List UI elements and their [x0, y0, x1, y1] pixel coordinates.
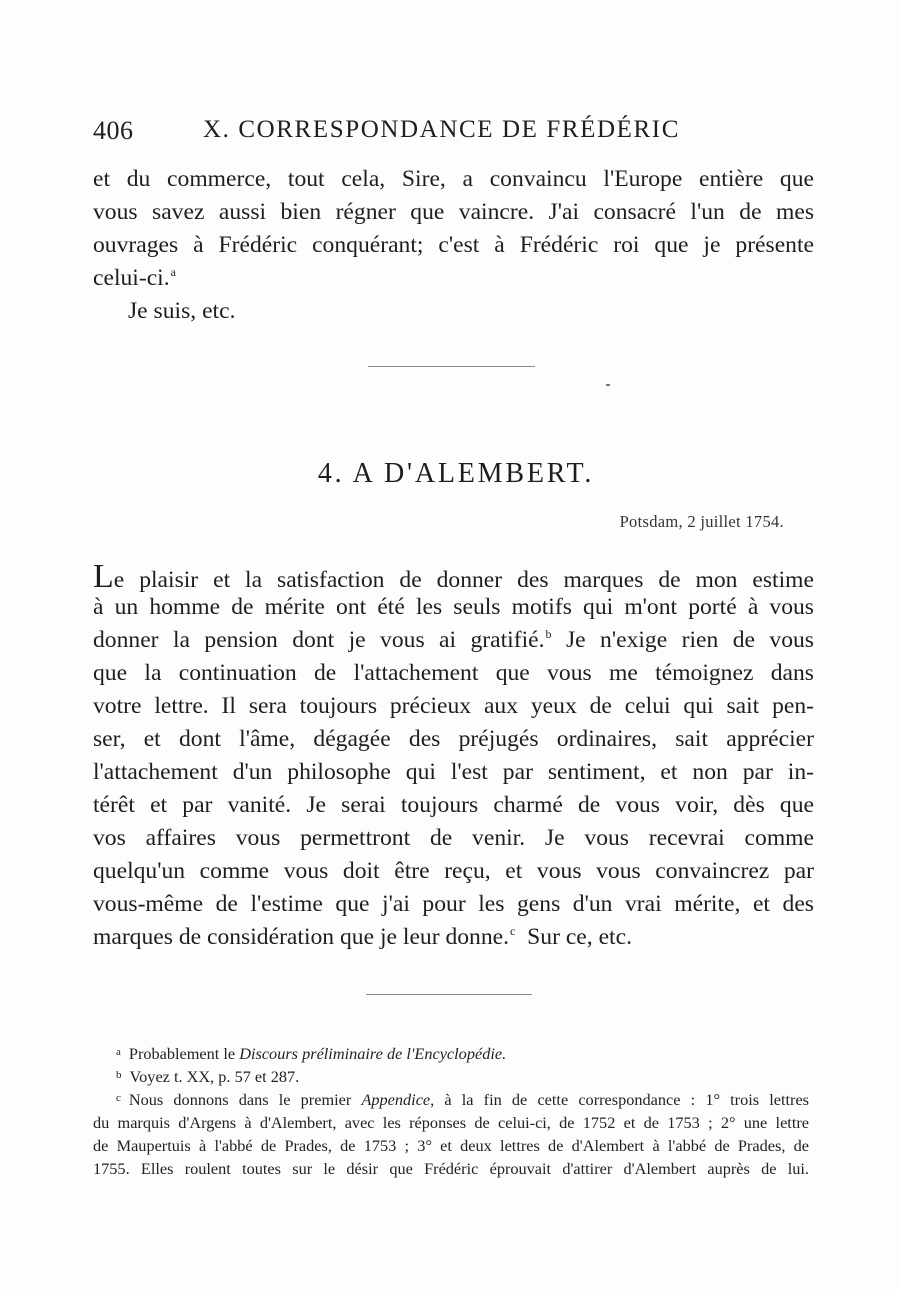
text-line: térêt et par vanité. Je serai toujours charmé de vous voir, dès que	[93, 792, 814, 818]
running-title: X. CORRESPONDANCE DE FRÉDÉRIC	[203, 116, 681, 143]
footnote-a	[116, 1044, 506, 1064]
running-head	[93, 116, 833, 156]
footnote-text: Voyez t. XX, p. 57 et 287.	[129, 1067, 300, 1086]
text-line: votre lettre. Il sera toujours précieux aux yeux de celui qui sait pen-	[93, 693, 814, 719]
drop-capital: L	[93, 558, 114, 595]
footnote-c-line: de Maupertuis à l'abbé de Prades, de 1753 ; 3° et deux lettres de d'Alembert à l'abbé de Prades, de	[93, 1136, 809, 1155]
footnote-c-line: 1755. Elles roulent toutes sur le désir que Frédéric éprouvait d'attirer d'Alembert auprès de lui.	[93, 1159, 809, 1178]
text-fragment: celui-ci.	[93, 265, 170, 291]
letter-closing: Je suis, etc.	[128, 298, 236, 324]
text-line: à un homme de mérite ont été les seuls motifs qui m'ont porté à vous	[93, 594, 814, 620]
text-fragment: Sur ce, etc.	[527, 924, 632, 950]
text-fragment: e plaisir et la satisfaction de donner des marques de mon estime	[113, 567, 814, 593]
footnote-marker: a	[116, 1046, 121, 1058]
footnote-ref-b[interactable]: b	[545, 627, 552, 641]
text-fragment: Je n'exige rien de vous	[565, 627, 814, 653]
footnote-text: Probablement le	[128, 1044, 240, 1063]
dateline: Potsdam, 2 juillet 1754.	[619, 512, 784, 531]
text-line: ouvrages à Frédéric conquérant; c'est à Frédéric roi que je présente	[93, 232, 814, 258]
footnote-text: Nous donnons dans le premier	[128, 1090, 362, 1109]
print-speck	[606, 384, 610, 386]
text-fragment: donner la pension dont je vous ai gratifié.	[93, 627, 545, 653]
footnote-text: à la fin de cette correspondance : 1° trois lettres	[434, 1090, 810, 1109]
text-line: vous-même de l'estime que j'ai pour les gens d'un vrai mérite, et des	[93, 891, 814, 917]
text-line: que la continuation de l'attachement que vous me témoignez dans	[93, 660, 814, 686]
footnote-c-line	[116, 1090, 809, 1110]
footnote-c-line: du marquis d'Argens à d'Alembert, avec les réponses de celui-ci, de 1752 et de 1753 ; 2° une lettre	[93, 1113, 809, 1132]
footnote-marker: c	[116, 1092, 121, 1104]
footnote-divider	[366, 994, 532, 995]
text-fragment: marques de considération que je leur donne.	[93, 924, 510, 950]
text-line: ser, et dont l'âme, dégagée des préjugés ordinaires, sait apprécier	[93, 726, 814, 752]
text-line	[93, 265, 176, 292]
footnote-ref-c[interactable]: c	[510, 924, 516, 938]
page-number: 406	[93, 116, 134, 145]
text-line	[93, 924, 632, 951]
text-line	[93, 627, 814, 654]
footnote-italic-title: Appendice,	[361, 1090, 435, 1109]
footnote-ref-a[interactable]: a	[170, 265, 176, 279]
footnote-italic-title: Discours préliminaire de l'Encyclopédie.	[239, 1044, 507, 1063]
text-line	[93, 560, 814, 594]
text-line: l'attachement d'un philosophe qui l'est par sentiment, et non par in-	[93, 759, 814, 785]
text-line: vos affaires vous permettront de venir. Je vous recevrai comme	[93, 825, 814, 851]
letter-heading: 4. A D'ALEMBERT.	[317, 458, 595, 489]
footnote-b	[116, 1067, 299, 1087]
section-divider	[368, 366, 535, 367]
text-line: quelqu'un comme vous doit être reçu, et vous vous convaincrez par	[93, 858, 814, 884]
text-line: vous savez aussi bien régner que vaincre. J'ai consacré l'un de mes	[93, 199, 814, 225]
text-line: et du commerce, tout cela, Sire, a convaincu l'Europe entière que	[93, 166, 814, 192]
footnote-marker: b	[116, 1069, 122, 1081]
